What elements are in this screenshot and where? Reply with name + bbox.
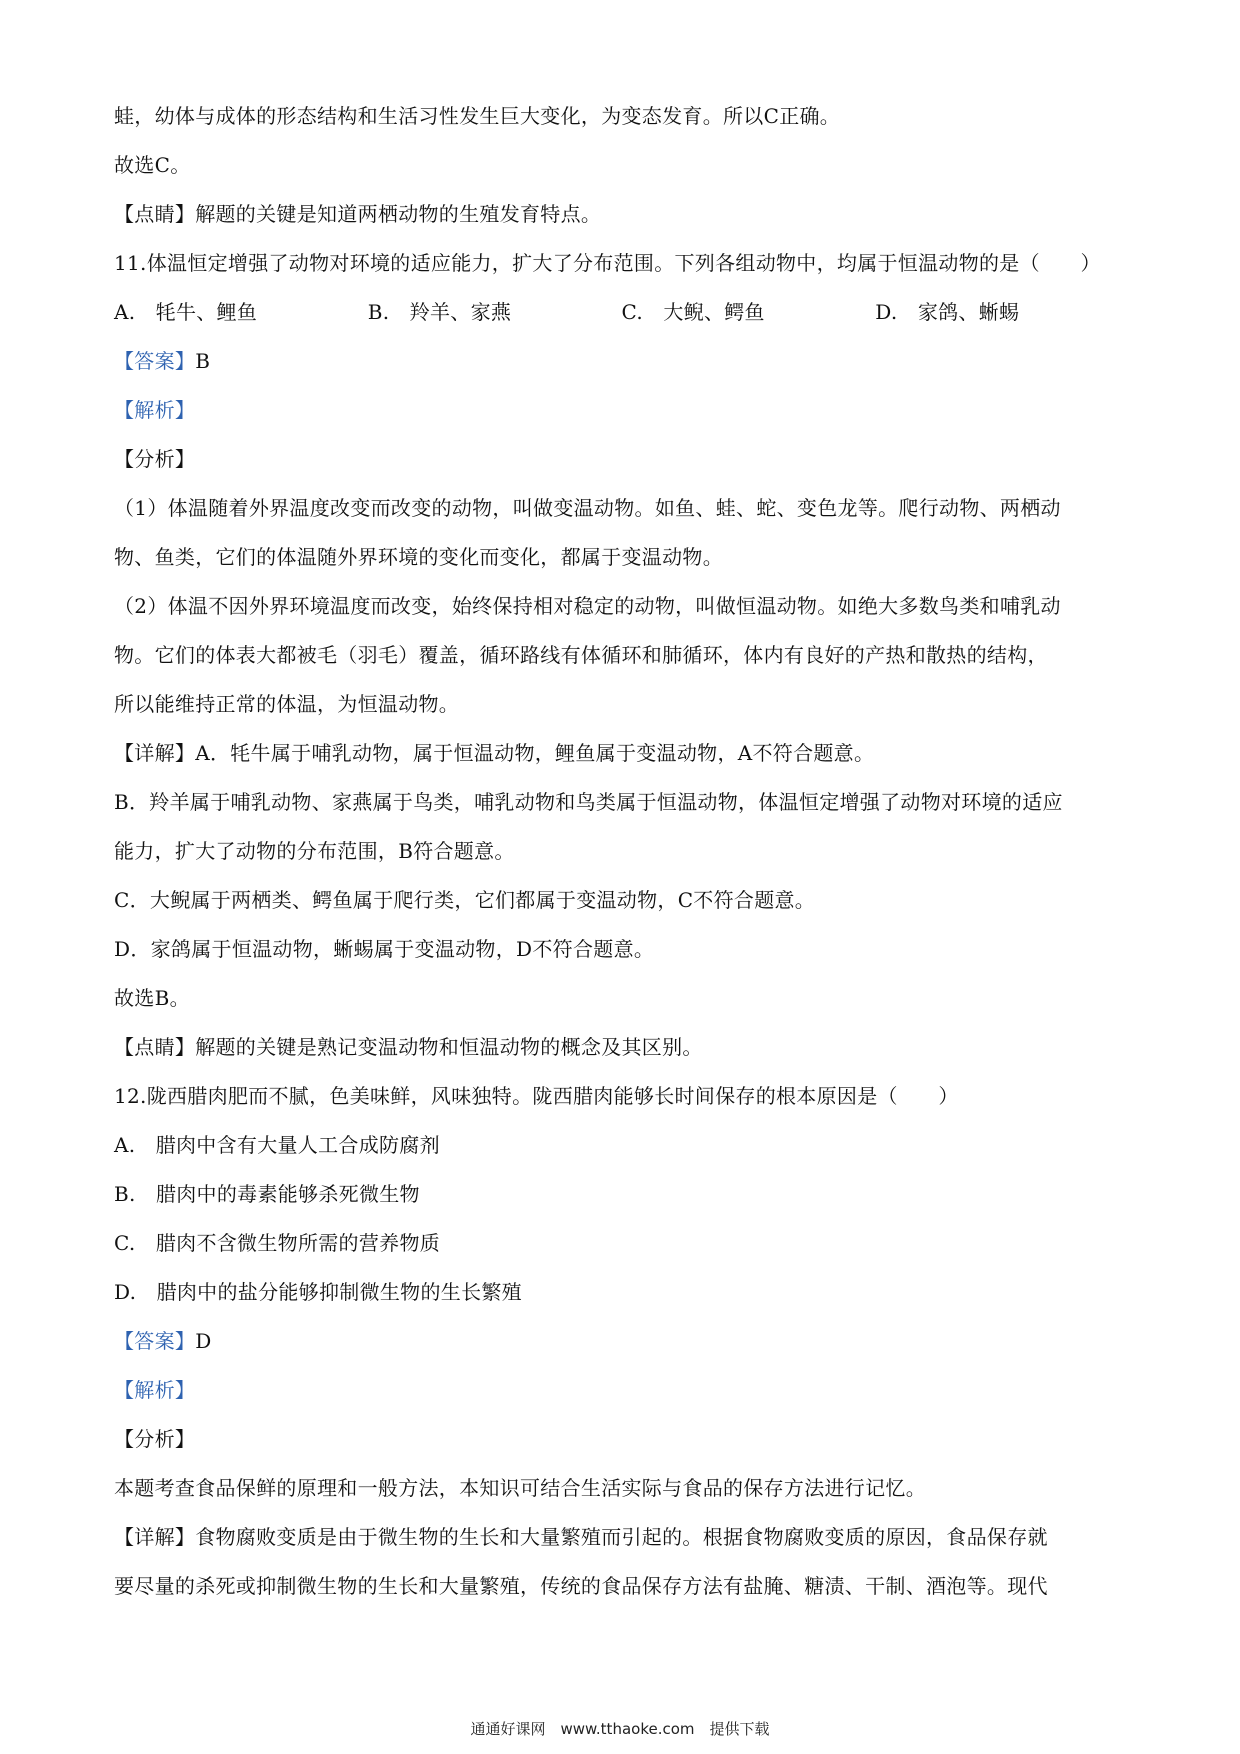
text-line: 物、鱼类，它们的体温随外界环境的变化而变化，都属于变温动物。	[114, 545, 723, 569]
text-line: 【分析】	[114, 447, 196, 471]
text-line: 【详解】食物腐败变质是由于微生物的生长和大量繁殖而引起的。根据食物腐败变质的原因，食品保存就	[114, 1525, 1048, 1549]
text-line: 故选B。	[114, 986, 190, 1010]
analysis-tag: 【解析】	[114, 398, 196, 422]
text-line: C．大鲵属于两栖类、鳄鱼属于爬行类，它们都属于变温动物，C不符合题意。	[114, 888, 816, 912]
text-line: 故选C。	[114, 153, 191, 177]
answer-value: D	[195, 1329, 212, 1353]
text-line: （2）体温不因外界环境温度而改变，始终保持相对稳定的动物，叫做恒温动物。如绝大多数鸟类和哺乳动	[114, 594, 1061, 618]
document-body	[114, 92, 1129, 1611]
text-line: 物。它们的体表大都被毛（羽毛）覆盖，循环路线有体循环和肺循环，体内有良好的产热和散热的结构，	[114, 643, 1048, 667]
text-line: 【点睛】解题的关键是知道两栖动物的生殖发育特点。	[114, 202, 602, 226]
text-line: 所以能维持正常的体温，为恒温动物。	[114, 692, 460, 716]
question-11-stem: 11.体温恒定增强了动物对环境的适应能力，扩大了分布范围。下列各组动物中，均属于恒温动物的是（ ）	[114, 251, 1101, 275]
question-11-options	[114, 288, 1129, 337]
answer-line	[114, 1317, 1129, 1366]
text-line: 【分析】	[114, 1427, 196, 1451]
text-line: 能力，扩大了动物的分布范围，B符合题意。	[114, 839, 515, 863]
text-line: 本题考查食品保鲜的原理和一般方法，本知识可结合生活实际与食品的保存方法进行记忆。	[114, 1476, 926, 1500]
option-a: A. 腊肉中含有大量人工合成防腐剂	[114, 1133, 440, 1157]
text-line: D．家鸽属于恒温动物，蜥蜴属于变温动物，D不符合题意。	[114, 937, 655, 961]
question-12-stem: 12.陇西腊肉肥而不腻，色美味鲜，风味独特。陇西腊肉能够长时间保存的根本原因是（ ）	[114, 1084, 959, 1108]
text-line: （1）体温随着外界温度改变而改变的动物，叫做变温动物。如鱼、蛙、蛇、变色龙等。爬行动物、两栖动	[114, 496, 1061, 520]
answer-tag: 【答案】	[114, 349, 196, 373]
option-c: C. 腊肉不含微生物所需的营养物质	[114, 1231, 441, 1255]
page-footer: 通通好课网 www.tthaoke.com 提供下载	[470, 1720, 770, 1738]
option-d: D. 腊肉中的盐分能够抑制微生物的生长繁殖	[114, 1280, 522, 1304]
answer-tag: 【答案】	[114, 1329, 196, 1353]
option-a: A. 牦牛、鲤鱼	[114, 300, 258, 324]
text-line: B．羚羊属于哺乳动物、家燕属于鸟类，哺乳动物和鸟类属于恒温动物，体温恒定增强了动物对环境的适应	[114, 790, 1063, 814]
option-b: B. 腊肉中的毒素能够杀死微生物	[114, 1182, 420, 1206]
analysis-tag: 【解析】	[114, 1378, 196, 1402]
text-line: 【详解】A．牦牛属于哺乳动物，属于恒温动物，鲤鱼属于变温动物，A不符合题意。	[114, 741, 875, 765]
answer-value: B	[195, 349, 211, 373]
text-line: 【点睛】解题的关键是熟记变温动物和恒温动物的概念及其区别。	[114, 1035, 703, 1059]
text-line: 要尽量的杀死或抑制微生物的生长和大量繁殖，传统的食品保存方法有盐腌、糖渍、干制、酒泡等。现代	[114, 1574, 1048, 1598]
option-b: B. 羚羊、家燕	[367, 300, 512, 324]
option-d: D. 家鸽、蜥蜴	[875, 300, 1020, 324]
text-line: 蛙，幼体与成体的形态结构和生活习性发生巨大变化，为变态发育。所以C正确。	[114, 104, 841, 128]
answer-line	[114, 337, 1129, 386]
option-c: C. 大鲵、鳄鱼	[621, 300, 765, 324]
